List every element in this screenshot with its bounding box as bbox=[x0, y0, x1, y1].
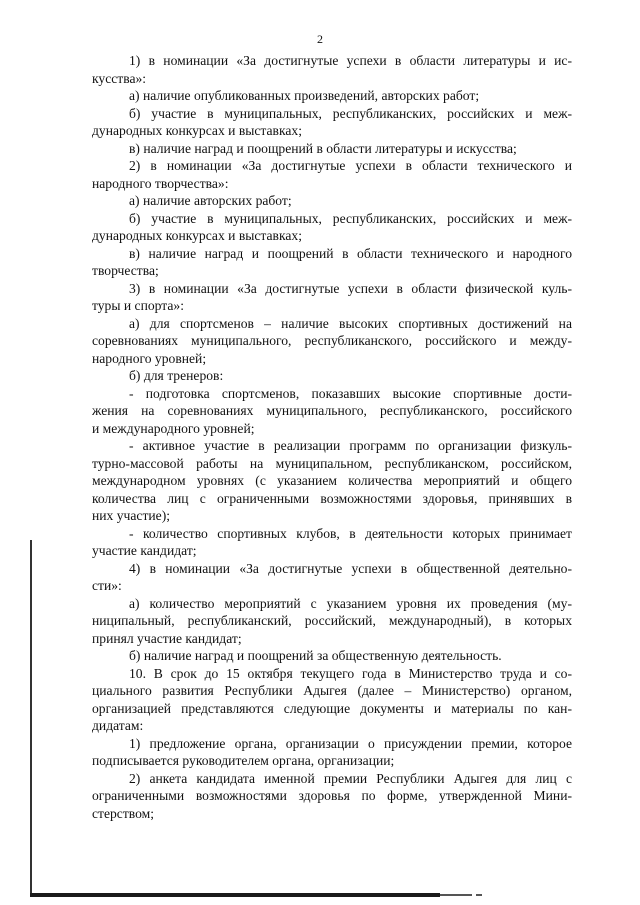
text-line: - количество спортивных клубов, в деятельности которых принимает bbox=[129, 525, 572, 541]
text-line: а) для спортсменов – наличие высоких спортивных достижений на bbox=[129, 315, 572, 331]
scan-bottom-edge-dot bbox=[476, 894, 482, 896]
text-line: ограниченными возможностями здоровья по форме, утвержденной Мини- bbox=[92, 788, 572, 803]
text-line: 1) предложение органа, организации о присуждении премии, которое bbox=[129, 735, 572, 751]
text-line: 2) в номинации «За достигнутые успехи в области технического и bbox=[129, 158, 572, 173]
text-line: б) наличие наград и поощрений за общественную деятельность. bbox=[129, 648, 502, 663]
page-number: 2 bbox=[317, 32, 323, 46]
text-line: турно-массовой работы на муниципальном, республиканском, российском, bbox=[92, 455, 572, 471]
text-line: 10. В срок до 15 октября текущего года в Министерство труда и со- bbox=[129, 665, 572, 681]
text-line: народного творчества»: bbox=[92, 175, 229, 191]
text-line: дидатам: bbox=[92, 718, 144, 733]
text-line: а) количество мероприятий с указанием уровня их проведения (му- bbox=[129, 595, 572, 611]
text-line: в) наличие наград и поощрений в области технического и народного bbox=[129, 245, 572, 261]
text-line: стерством; bbox=[92, 805, 155, 821]
text-line: количества лиц с ограниченными возможностями здоровья, принявших в bbox=[92, 490, 572, 506]
text-line: народного уровней; bbox=[92, 350, 207, 366]
text-line: 2) анкета кандидата именной премии Республики Адыгея для лиц с bbox=[129, 770, 572, 786]
text-line: б) участие в муниципальных, республиканских, российских и меж- bbox=[129, 210, 572, 226]
text-line: дународных конкурсах и выставках; bbox=[92, 123, 302, 138]
text-line: жения на соревнованиях муниципального, республиканского, российского bbox=[92, 403, 572, 418]
text-line: соревнованиях муниципального, республиканского, российского и между- bbox=[92, 333, 572, 348]
scan-bottom-edge bbox=[30, 893, 440, 897]
text-line: и международного уровней; bbox=[92, 420, 255, 436]
text-line: 3) в номинации «За достигнутые успехи в области физической куль- bbox=[129, 280, 572, 296]
text-line: организацией представляются следующие документы и материалы по кан- bbox=[92, 700, 572, 716]
text-line: - активное участие в реализации программ по организации физкуль- bbox=[129, 438, 572, 453]
text-line: дународных конкурсах и выставках; bbox=[92, 228, 302, 243]
text-line: принял участие кандидат; bbox=[92, 630, 242, 646]
text-line: подписывается руководителем органа, организации; bbox=[92, 753, 395, 768]
document-body bbox=[92, 52, 572, 822]
text-line: них участие); bbox=[92, 508, 170, 523]
text-line: туры и спорта»: bbox=[92, 298, 184, 313]
text-line: - подготовка спортсменов, показавших высокие спортивные дости- bbox=[129, 385, 572, 401]
text-line: а) наличие авторских работ; bbox=[129, 193, 292, 208]
scan-bottom-edge-fragment bbox=[440, 894, 472, 896]
text-line: ниципальный, республиканский, российский, международный), в которых bbox=[92, 613, 572, 628]
text-line: 4) в номинации «За достигнутые успехи в общественной деятельно- bbox=[129, 560, 572, 576]
scan-edge-shadow bbox=[30, 540, 32, 896]
text-line: творчества; bbox=[92, 263, 159, 278]
text-line: б) для тренеров: bbox=[129, 368, 224, 383]
text-line: участие кандидат; bbox=[92, 543, 197, 558]
text-line: в) наличие наград и поощрений в области литературы и искусства; bbox=[129, 140, 517, 156]
text-line: а) наличие опубликованных произведений, авторских работ; bbox=[129, 88, 480, 103]
text-line: сти»: bbox=[92, 578, 122, 593]
text-line: циального развития Республики Адыгея (далее – Министерство) органом, bbox=[92, 683, 572, 698]
text-line: б) участие в муниципальных, республиканских, российских и меж- bbox=[129, 105, 572, 121]
text-line: кусства»: bbox=[92, 70, 147, 86]
text-line: международном уровнях (с указанием количества мероприятий и общего bbox=[92, 473, 572, 488]
text-line: 1) в номинации «За достигнутые успехи в области литературы и ис- bbox=[129, 53, 572, 68]
